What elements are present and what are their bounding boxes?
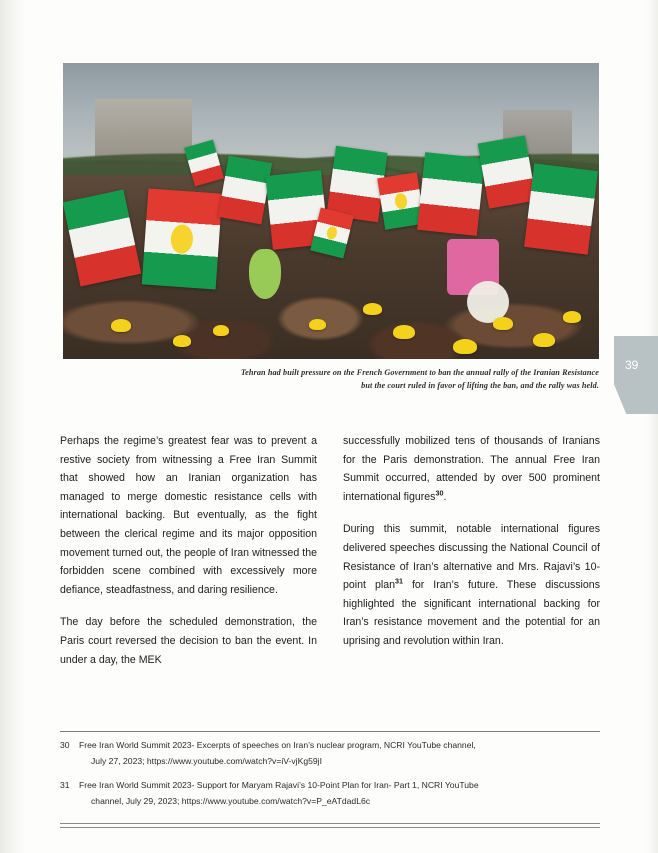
yellow-cap — [213, 325, 229, 336]
paragraph-text: for Iran’s future. These discussions highlighted the significant international backing for Iran’s resistance movement and the potential for an uprising and revolution within Iran. — [343, 579, 600, 647]
bottom-rule-upper — [60, 823, 600, 824]
page-number: 39 — [625, 358, 639, 372]
paragraph: The day before the scheduled demonstration, the Paris court reversed the decision to ban the event. In under a day, the MEK — [60, 616, 317, 666]
footnote-number: 30 — [60, 740, 70, 750]
footnote-marker-30[interactable]: 30 — [435, 488, 444, 498]
footnote-line[interactable]: July 27, 2023; https://www.youtube.com/watch?v=iV-vjKg59jI — [91, 755, 322, 766]
footnote-line[interactable]: channel, July 29, 2023; https://www.youtube.com/watch?v=P_eATdadL6c — [91, 795, 371, 806]
footnote-text — [79, 778, 603, 809]
right-column — [343, 432, 600, 669]
yellow-cap — [309, 319, 326, 330]
kurdish-flag — [142, 189, 223, 290]
figure-caption — [63, 366, 599, 392]
yellow-cap — [363, 303, 382, 315]
yellow-cap — [173, 335, 191, 347]
yellow-cap — [393, 325, 415, 339]
footnotes — [60, 738, 603, 818]
body-columns — [60, 432, 600, 669]
footnote-text — [79, 738, 603, 769]
yellow-cap — [533, 333, 555, 347]
footnote-item — [60, 738, 603, 769]
paragraph: Perhaps the regime’s greatest fear was to prevent a restive society from witnessing a Free Iran Summit that showed how an Iranian organization has managed to merge domestic resistance cells with international backing. But eventually, as the fight between the clerical regime and its major opposition movement turned out, the people of Iran witnessed the forbidden scene combined with excessively more defiance, steadfastness, and daring resilience. — [60, 435, 317, 596]
paragraph — [343, 432, 600, 506]
page-number-tab — [614, 336, 658, 414]
footnote-line: Free Iran World Summit 2023- Support for Maryam Rajavi’s 10-Point Plan for Iran- Part 1, NCRI YouTube — [79, 780, 479, 791]
footnote-marker-31[interactable]: 31 — [394, 576, 403, 586]
paragraph-text-end: . — [443, 490, 447, 503]
footnote-number: 31 — [60, 780, 70, 791]
bottom-rule-lower — [60, 827, 600, 828]
footnote-item — [60, 778, 603, 809]
yellow-cap — [493, 317, 513, 330]
page-left-edge-shadow — [0, 0, 26, 853]
footnote-line: Free Iran World Summit 2023- Excerpts of speeches on Iran’s nuclear program, NCRI YouTube channel, — [79, 740, 476, 750]
yellow-cap — [111, 319, 131, 332]
crowd-rally-photograph — [63, 63, 599, 359]
footnote-divider — [60, 731, 600, 732]
paragraph — [343, 520, 600, 650]
figure-caption-line-1: Tehran had built pressure on the French Government to ban the annual rally of the Iranian Resistance — [240, 368, 599, 377]
iran-flag — [417, 152, 485, 236]
figure-caption-line-2: but the court ruled in favor of lifting the ban, and the rally was held. — [361, 381, 599, 390]
iran-flag — [524, 163, 598, 254]
yellow-cap — [453, 339, 477, 354]
yellow-cap — [563, 311, 581, 323]
green-balloon — [249, 249, 281, 299]
paragraph-text: During this summit, notable international figures delivered speeches discussing the National Council of Resistance of Iran’s alternative and Mrs. Rajavi’s 10-point plan — [343, 523, 600, 592]
page-right-edge-shadow — [644, 0, 658, 853]
left-column — [60, 432, 317, 669]
paragraph-text: successfully mobilized tens of thousands of Iranians for the Paris demonstration. The annual Free Iran Summit occurred, attended by over 500 prominent international figures — [343, 435, 600, 503]
page-tab-shape — [614, 336, 658, 414]
